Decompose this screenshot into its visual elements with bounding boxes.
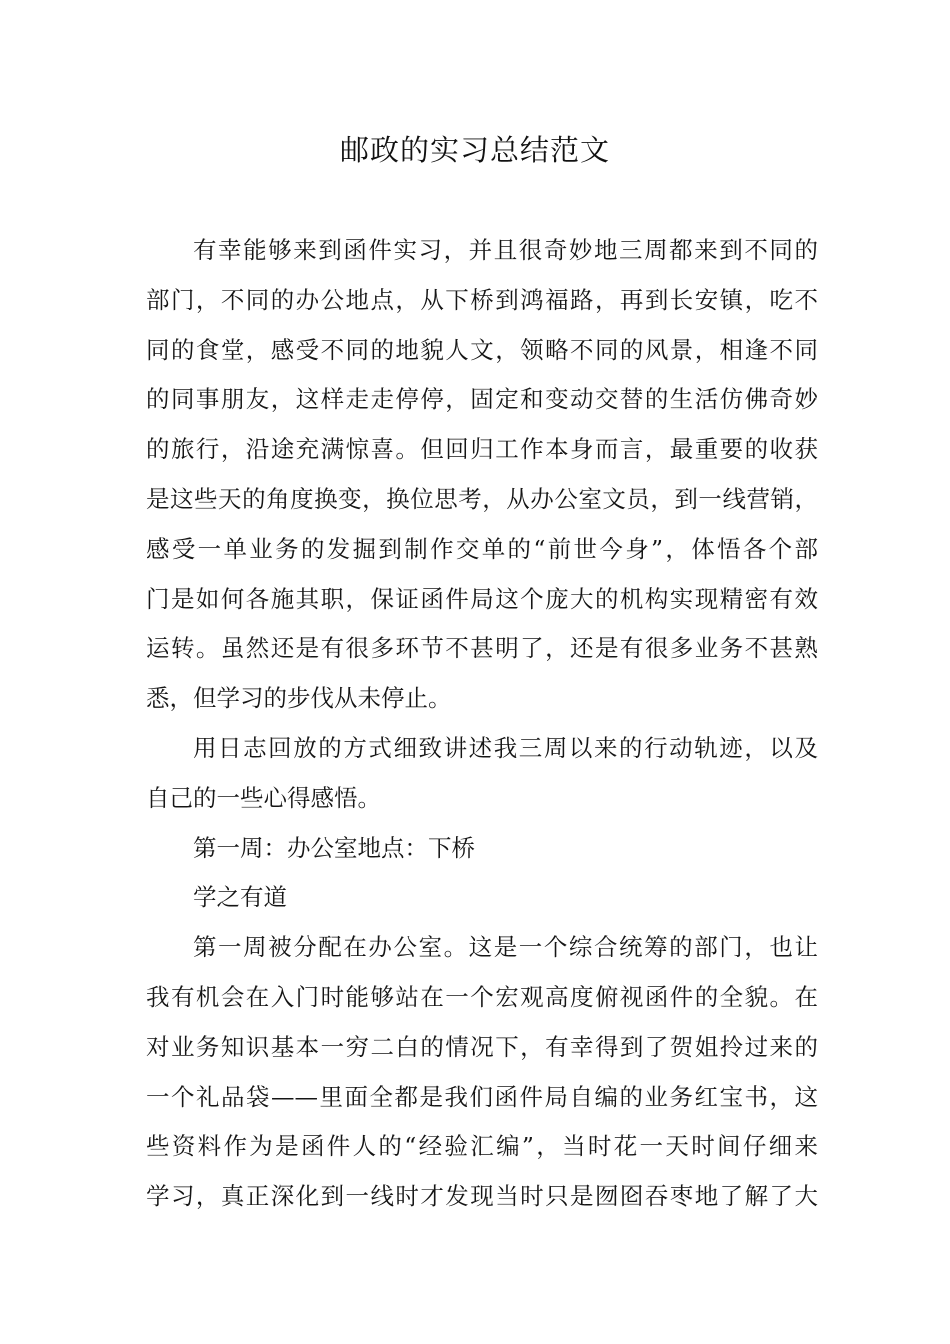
text-line: 有幸能够来到函件实习，并且很奇妙地三周都来到不同的 — [193, 236, 818, 264]
text-line: 第一周：办公室地点：下桥 — [193, 833, 475, 862]
text-line: 用日志回放的方式细致讲述我三周以来的行动轨迹，以及 — [193, 733, 818, 762]
text-line: 学习，真正深化到一线时才发现当时只是囫囵吞枣地了解了大 — [146, 1182, 818, 1211]
document-body — [146, 226, 818, 1222]
text-line: 感受一单业务的发掘到制作交单的“前世今身”，体悟各个部 — [146, 534, 818, 563]
text-line: 的旅行，沿途充满惊喜。但回归工作本身而言，最重要的收获 — [146, 435, 818, 464]
text-line: 的同事朋友，这样走走停停，固定和变动交替的生活仿佛奇妙 — [146, 385, 818, 414]
text-line: 第一周被分配在办公室。这是一个综合统筹的部门，也让 — [193, 933, 818, 962]
text-line: 运转。虽然还是有很多环节不甚明了，还是有很多业务不甚熟 — [146, 634, 818, 663]
text-line: 同的食堂，感受不同的地貌人文，领略不同的风景，相逢不同 — [146, 335, 818, 364]
document-title: 邮政的实习总结范文 — [339, 133, 610, 167]
text-line: 学之有道 — [193, 883, 287, 912]
text-line: 一个礼品袋——里面全都是我们函件局自编的业务红宝书，这 — [146, 1082, 818, 1111]
text-line: 悉，但学习的步伐从未停止。 — [146, 684, 452, 713]
text-line: 自己的一些心得感悟。 — [146, 783, 381, 812]
text-line: 部门，不同的办公地点，从下桥到鸿福路，再到长安镇，吃不 — [146, 285, 818, 314]
text-line: 我有机会在入门时能够站在一个宏观高度俯视函件的全貌。在 — [146, 982, 818, 1011]
text-line: 门是如何各施其职，保证函件局这个庞大的机构实现精密有效 — [146, 584, 818, 613]
text-line: 些资料作为是函件人的“经验汇编”，当时花一天时间仔细来 — [146, 1132, 818, 1161]
text-line: 是这些天的角度换变，换位思考，从办公室文员，到一线营销， — [146, 484, 818, 513]
text-line: 对业务知识基本一穷二白的情况下，有幸得到了贺姐拎过来的 — [146, 1032, 818, 1061]
